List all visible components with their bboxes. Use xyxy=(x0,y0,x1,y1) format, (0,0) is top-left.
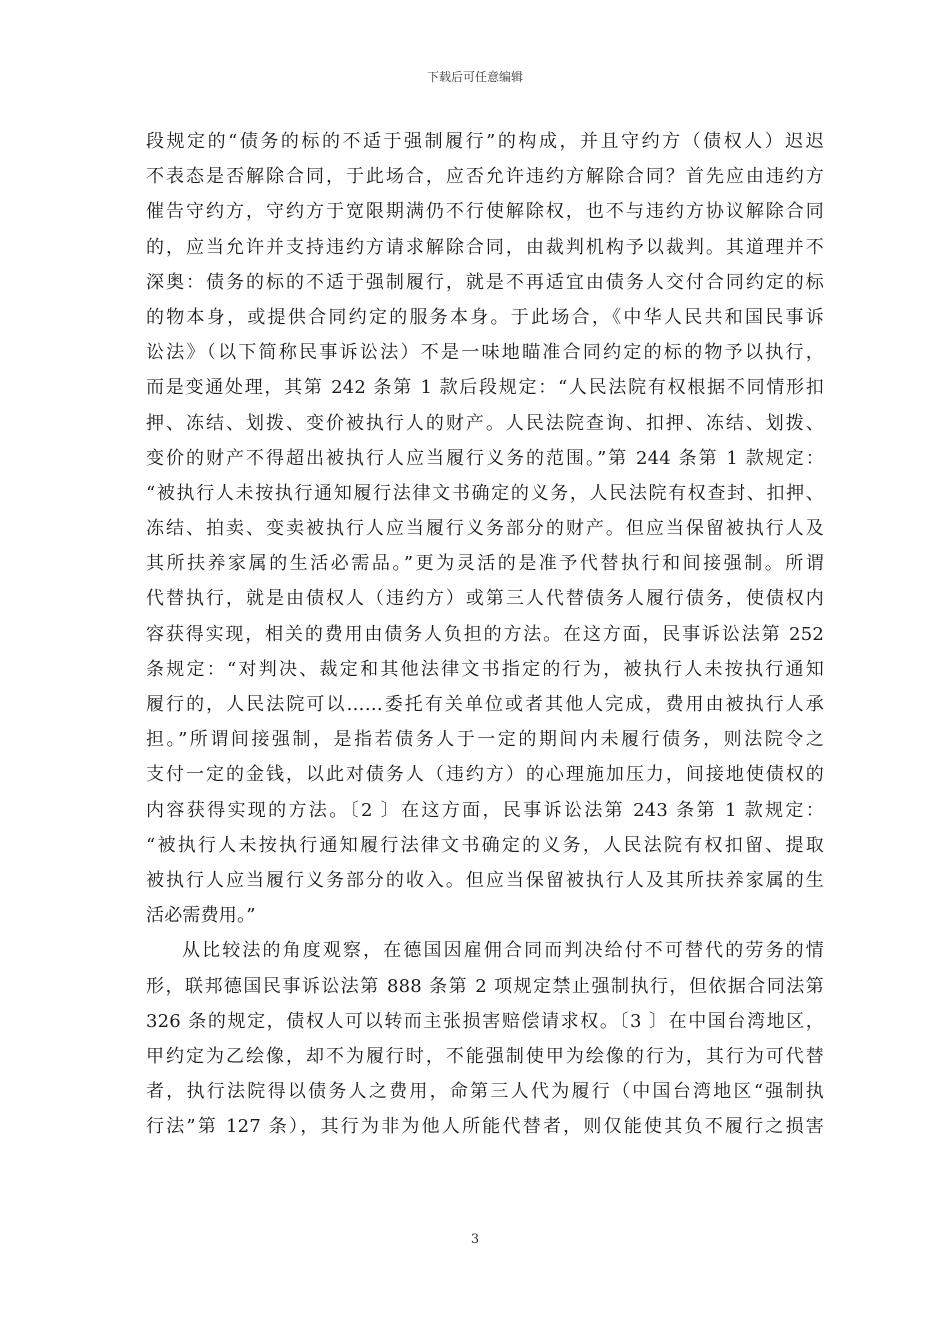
text-line: 履行的，人民法院可以……委托有关单位或者其他人完成，费用由被执行人承 xyxy=(146,694,824,715)
text-line: 深奥：债务的标的不适于强制履行，就是不再适宜由债务人交付合同约定的标 xyxy=(146,271,824,293)
text-line: 从比较法的角度观察，在德国因雇佣合同而判决给付不可替代的劳务的情 xyxy=(182,940,824,962)
text-line: 冻结、拍卖、变卖被执行人应当履行义务部分的财产。但应当保留被执行人及 xyxy=(146,518,824,540)
text-line: 的，应当允许并支持违约方请求解除合同，由裁判机构予以裁判。其道理并不 xyxy=(146,236,824,258)
text-line: 变价的财产不得超出被执行人应当履行义务的范围。”第 244 条第 1 款规定： xyxy=(146,447,824,469)
text-line: 活必需费用。” xyxy=(146,905,256,927)
text-line: 326 条的规定，债权人可以转而主张损害赔偿请求权。〔3 〕在中国台湾地区， xyxy=(146,1010,824,1032)
text-line: 讼法》（以下简称民事诉讼法）不是一味地瞄准合同约定的标的物予以执行， xyxy=(146,342,824,364)
text-line: 行法”第 127 条），其行为非为他人所能代替者，则仅能使其负不履行之损害 xyxy=(146,1116,824,1138)
text-line: 担。”所谓间接强制，是指若债务人于一定的期间内未履行债务，则法院令之 xyxy=(146,729,824,751)
page-number: 3 xyxy=(470,1232,480,1247)
page-header: 下载后可任意编辑 xyxy=(426,70,523,84)
text-line: 的物本身，或提供合同约定的服务本身。于此场合，《中华人民共和国民事诉 xyxy=(146,306,824,328)
text-line: 内容获得实现的方法。〔2 〕在这方面，民事诉讼法第 243 条第 1 款规定： xyxy=(146,799,824,821)
text-line: 者，执行法院得以债务人之费用，命第三人代为履行（中国台湾地区“强制执 xyxy=(146,1081,824,1103)
text-line: 形，联邦德国民事诉讼法第 888 条第 2 项规定禁止强制执行，但依据合同法第 xyxy=(146,975,824,997)
text-line: 条规定：“对判决、裁定和其他法律文书指定的行为，被执行人未按执行通知 xyxy=(146,658,824,680)
text-line: 被执行人应当履行义务部分的收入。但应当保留被执行人及其所扶养家属的生 xyxy=(146,869,824,891)
text-line: 段规定的“债务的标的不适于强制履行”的构成，并且守约方（债权人）迟迟 xyxy=(146,131,824,152)
body-text xyxy=(146,124,824,1144)
text-line: “被执行人未按执行通知履行法律文书确定的义务，人民法院有权查封、扣押、 xyxy=(146,482,824,504)
paragraph xyxy=(146,933,824,1144)
text-line: 不表态是否解除合同，于此场合，应否允许违约方解除合同？首先应由违约方 xyxy=(146,166,824,188)
text-line: 甲约定为乙绘像，却不为履行时，不能强制使甲为绘像的行为，其行为可代替 xyxy=(146,1045,824,1067)
text-line: 催告守约方，守约方于宽限期满仍不行使解除权，也不与违约方协议解除合同 xyxy=(146,201,824,223)
text-line: 而是变通处理，其第 242 条第 1 款后段规定：“人民法院有权根据不同情形扣 xyxy=(146,377,824,399)
text-line: 代替执行，就是由债权人（违约方）或第三人代替债务人履行债务，使债权内 xyxy=(146,588,824,610)
text-line: 容获得实现，相关的费用由债务人负担的方法。在这方面，民事诉讼法第 252 xyxy=(146,623,824,645)
text-line: 押、冻结、划拨、变价被执行人的财产。人民法院查询、扣押、冻结、划拨、 xyxy=(146,412,824,434)
text-line: “被执行人未按执行通知履行法律文书确定的义务，人民法院有权扣留、提取 xyxy=(146,834,824,856)
text-line: 支付一定的金钱，以此对债务人（违约方）的心理施加压力，间接地使债权的 xyxy=(146,764,824,786)
paragraph xyxy=(146,124,824,933)
text-line: 其所扶养家属的生活必需品。”更为灵活的是准予代替执行和间接强制。所谓 xyxy=(146,553,824,575)
